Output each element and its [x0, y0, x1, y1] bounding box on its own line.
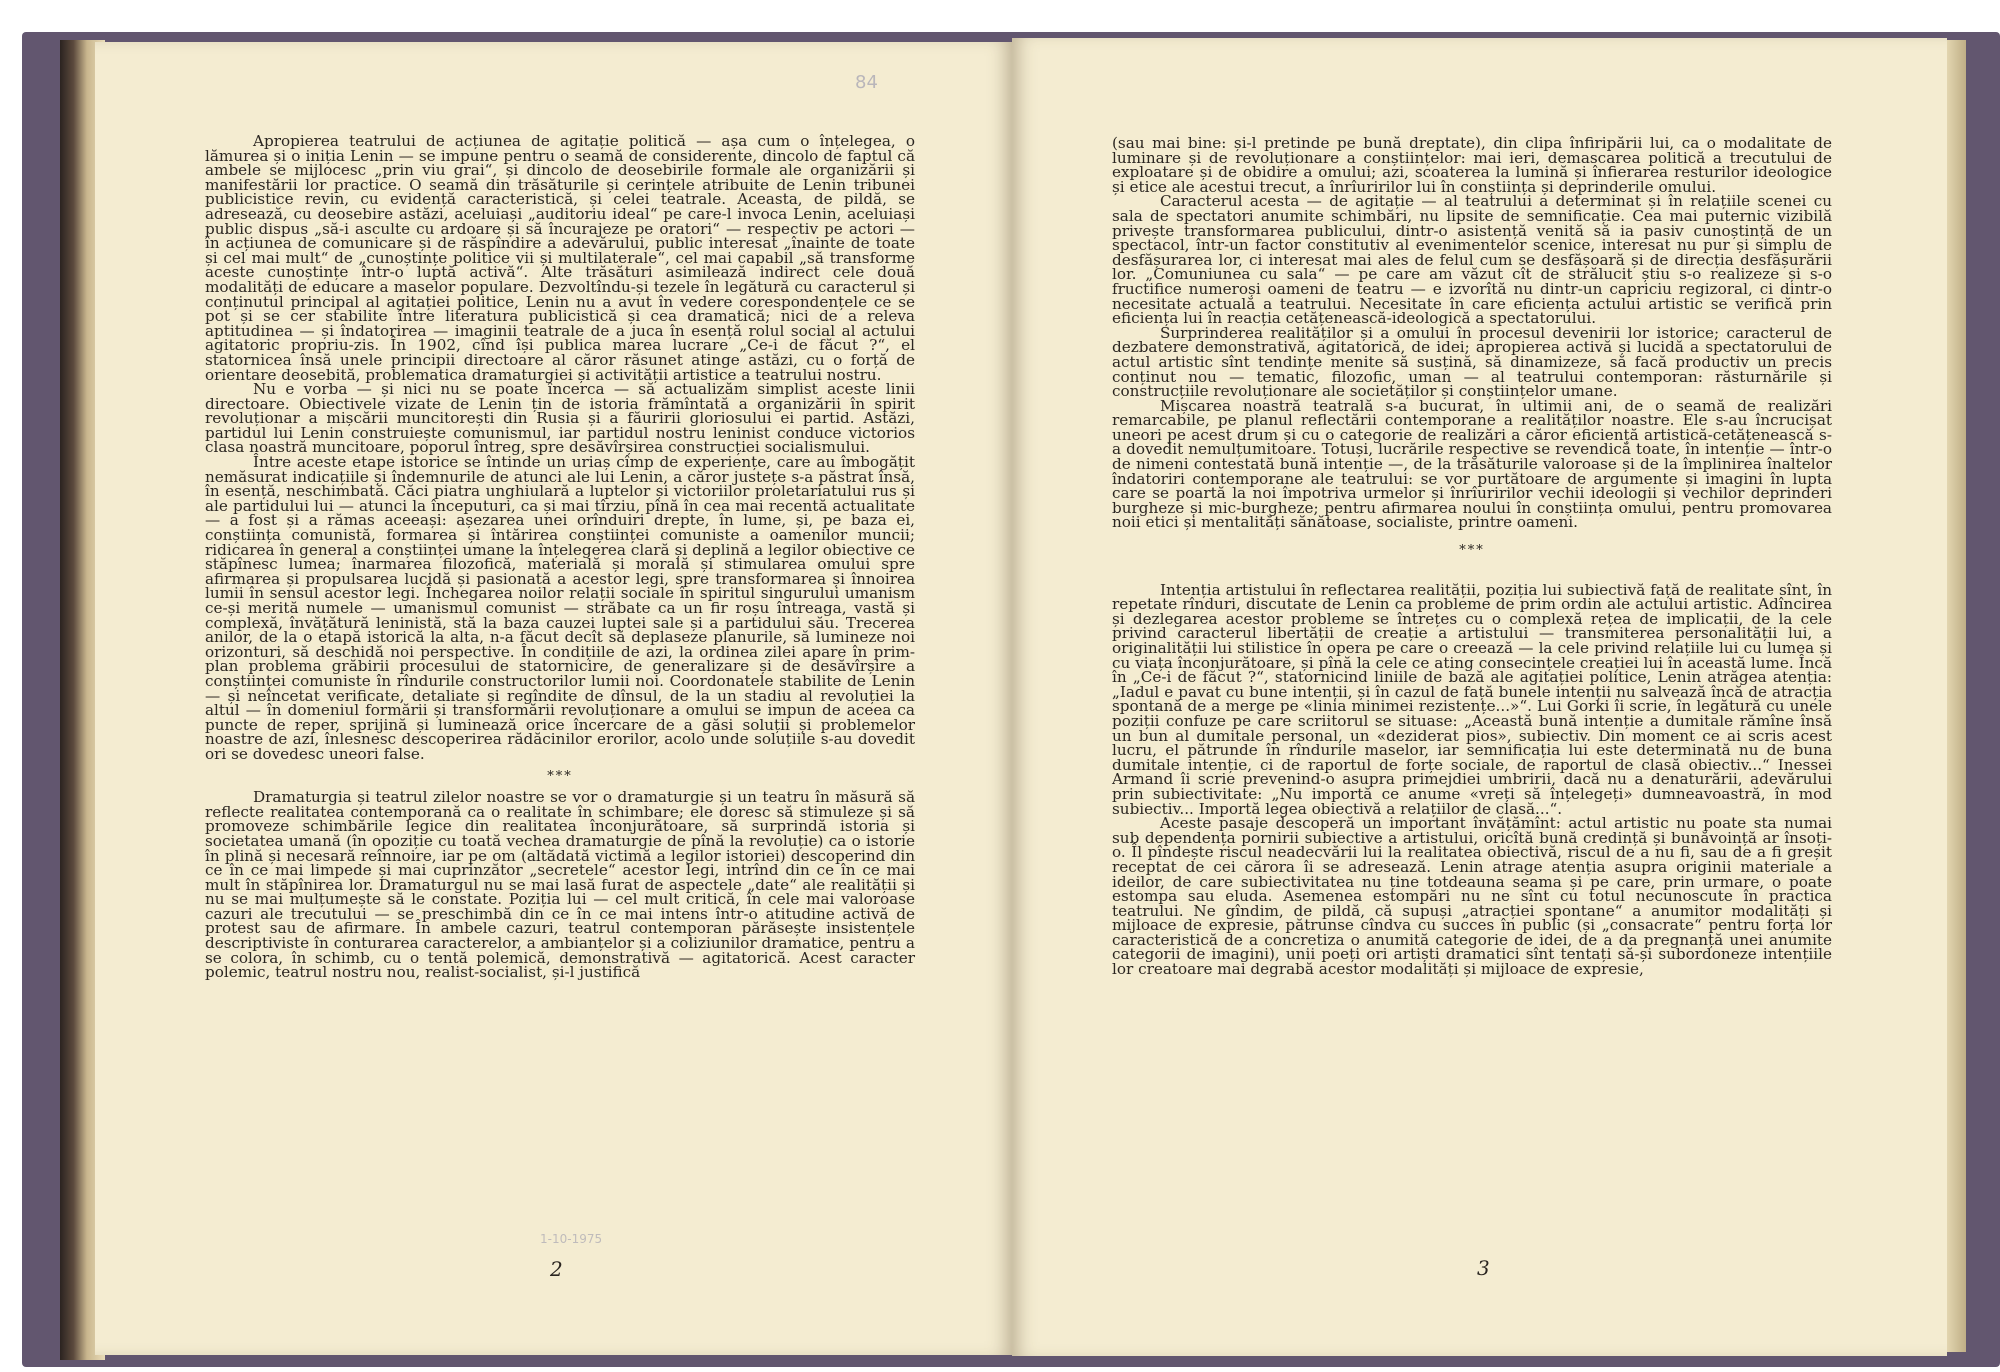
paragraph: Apropierea teatrului de acțiunea de agitație politică — așa cum o înțelegea, o lămurea și o iniția Lenin — se impune pentru o seamă de considerente, dincolo de faptul că ambele se mijlocesc „prin viu grai“, și dincolo de deosebirile formale ale organizării și manifestării lor practice. O seamă din trăsăturile și cerințele atribuite de Lenin tribunei publicistice revin, cu evidență caracteristică, și celei teatrale. Aceasta, de pildă, se adresează, cu deosebire astăzi, aceluiași „auditoriu ideal“ pe care-l invoca Lenin, aceluiași public dispus „să-i asculte cu ardoare și să încurajeze pe oratori“ — respectiv pe actori — în acțiunea de comunicare și de răspîndire a adevărului, public interesat „înainte de toate și cel mai mult“ de „cunoștințe politice vii și multilaterale“, cel mai capabil „să transforme aceste cunoștințe într-o luptă activă“. Alte trăsături asimilează indirect cele două modalități de educare a maselor populare. Dezvoltîndu-și tezele în legătură cu caracterul și conținutul principal al agitației politice, Lenin nu a avut în vedere corespondențele ce se pot și se cer stabilite între literatura publicistică și cea dramatică; nici de a releva aptitudinea — și îndatorirea — imaginii teatrale de a juca în esență rolul social al actului agitatoric propriu-zis. În 1902, cînd își publica marea lucrare „Ce-i de făcut ?“, el statornicea însă unele principii directoare al căror răsunet atinge astăzi, cu o forță de orientare deosebită, problematica dramaturgiei și activității artistice a teatrului nostru.	[205, 132, 915, 384]
right-page	[1012, 38, 1947, 1356]
page-number: 2	[550, 1257, 563, 1281]
section-separator: ***	[1459, 543, 1485, 559]
paragraph: Între aceste etape istorice se întinde un uriaș cîmp de experiențe, care au îmbogățit nemăsurat indicațiile și îndemnurile de atunci ale lui Lenin, a căror justețe s-a păstrat însă, în esență, neschimbată. Căci piatra unghiulară a luptelor și victoriilor proletariatului rus și ale partidului lui — atunci la începuturi, ca și mai tîrziu, pînă în cea mai recentă actualitate — a fost și a rămas aceeași: așezarea unei orînduiri drepte, în lume, și, pe baza ei, conștiința comunistă, formarea și întărirea conștiinței comuniste a oamenilor muncii; ridicarea în general a conștiinței umane la înțelegerea clară și deplină a legilor obiective ce stăpînesc lumea; înarmarea filozofică, materială și morală și stimularea omului spre afirmarea și propulsarea lucidă și pasionată a acestor legi, spre transformarea și înnoirea lumii în sensul acestor legi. Închegarea noilor relații sociale în spiritul singurului umanism ce-și merită numele — umanismul comunist — străbate ca un fir roșu întreaga, vastă și complexă, învățătură leninistă, stă la baza cauzei luptei sale și a partidului său. Trecerea anilor, de la o etapă istorică la alta, n-a făcut decît să deplaseze planurile, să lumineze noi orizonturi, să deschidă noi perspective. În condițiile de azi, la ordinea zilei apare în prim-plan problema grăbirii procesului de statornicire, de generalizare și de desăvîrșire a conștiinței comuniste în rîndurile constructorilor lumii noi. Coordonatele stabilite de Lenin — și neîncetat verificate, detaliate și regîndite de dînsul, de la un stadiu al revoluției la altul — în domeniul formării și transformării revoluționare a omului se impun de aceea ca puncte de reper, sprijină și luminează orice încercare de a găsi soluții și problemelor noastre de azi, înlesnesc descoperirea rădăcinilor erorilor, acolo unde soluțiile s-au dovedit ori se dovedesc uneori false.	[205, 453, 915, 763]
paragraph: Nu e vorba — și nici nu se poate încerca — să actualizăm simplist aceste linii directoare. Obiectivele vizate de Lenin țin de istoria frămîntată a organizării în spirit revoluționar a mișcării muncitorești din Rusia și a făuririi gloriosului ei partid. Astăzi, partidul lui Lenin construiește comunismul, iar partidul nostru leninist conduce victorios clasa noastră muncitoare, poporul întreg, spre desăvîrșirea construcției socialismului.	[205, 380, 915, 457]
page-number: 3	[1477, 1256, 1490, 1280]
page-stack-edge-right	[1946, 40, 1966, 1352]
paragraph: Surprinderea realităților și a omului în procesul devenirii lor istorice; caracterul de dezbatere demonstrativă, agitatorică, de idei; apropierea activă și lucidă a spectatorului de actul artistic sînt tendințe menite să susțină, să dinamizeze, să facă productiv un precis conținut nou — tematic, filozofic, uman — al teatrului contemporan: răsturnările și construcțiile revoluționare ale societăților și conștiințelor umane.	[1112, 323, 1832, 401]
left-page	[95, 42, 1012, 1355]
right-page-text	[1112, 136, 1832, 977]
paragraph: Caracterul acesta — de agitație — al teatrului a determinat și în relațiile scenei cu sala de spectatori anumite schimbări, nu lipsite de semnificație. Cea mai puternic vizibilă privește transformarea publicului, dintr-o asistență venită să ia pasiv cunoștință de un spectacol, într-un factor constitutiv al evenimentelor scenice, interesat nu pur și simplu de desfășurarea lor, ci interesat mai ales de felul cum se desfășoară și de direcția desfășurării lor. „Comuniunea cu sala“ — pe care am văzut cît de strălucit știu s-o realizeze și s-o fructifice numeroși oameni de teatru — e izvorîtă nu dintr-un capriciu regizoral, ci dintr-o necesitate actuală a teatrului. Necesitate în care eficiența actului artistic se verifică prin eficiența lui în reacția cetățenească-ideologică a spectatorului.	[1112, 192, 1832, 328]
section-separator: ***	[547, 768, 573, 784]
paragraph: (sau mai bine: și-l pretinde pe bună dreptate), din clipa înfiripării lui, ca o modalitate de luminare și de revoluționare a conștiințelor: mai ieri, demascarea politică a trecutului de exploatare și de obidire a omului; azi, scoaterea la lumină și înfierarea resturilor ideologice și etice ale acestui trecut, a înrîuririlor lui în conștiința și deprinderile omului.	[1112, 134, 1832, 196]
library-stamp: 1-10-1975	[540, 1232, 603, 1246]
paragraph: Intenția artistului în reflectarea realității, poziția lui subiectivă față de realitate sînt, în repetate rînduri, discutate de Lenin ca probleme de prim ordin ale actului artistic. Adîncirea și dezlegarea acestor probleme se întrețes cu o complexă rețea de implicații, de la cele privind caracterul libertății de creație a artistului — transmiterea personalității lui, a originalității lui stilistice în opera pe care o creează — la cele privind relațiile lui cu lumea și cu viața înconjurătoare, și pînă la cele ce ating consecințele creației lui în această lume. Încă în „Ce-i de făcut ?“, statornicind liniile de bază ale agitației politice, Lenin atrăgea atenția: „Iadul e pavat cu bune intenții, și în cazul de față bunele intenții nu salvează încă de atracția spontană de a merge pe «linia minimei rezistențe...»“. Lui Gorki îi scrie, în legătură cu unele poziții confuze pe care scriitorul se situase: „Această bună intenție a dumitale rămîne însă un bun al dumitale personal, un «deziderat pios», subiectiv. Din moment ce ai scris acest lucru, el pătrunde în rîndurile maselor, iar semnificația lui este determinată nu de buna dumitale intenție, ci de raportul de forțe sociale, de raportul de clasă obiectiv...“ Inessei Armand îi scrie prevenind-o asupra primejdiei umbririi, dacă nu a denaturării, adevărului prin subiectivitate: „Nu importă ce anume «vreți să înțelegeți» dumneavoastră, în mod subiectiv... Importă legea obiectivă a relațiilor de clasă...“.	[1112, 580, 1832, 818]
paragraph: Aceste pasaje descoperă un important învățămînt: actul artistic nu poate sta numai sub dependența pornirii subiective a artistului, oricîtă bună credință și bunăvoință ar însoți-o. Îl pîndește riscul neadecvării lui la realitatea obiectivă, riscul de a nu fi, sau de a fi greșit receptat de cei cărora îi se adresează. Lenin atrage atenția asupra originii materiale a ideilor, de care subiectivitatea nu ține totdeauna seama și pe care, prin urmare, o poate estompa sau eluda. Asemenea estompări nu ne sînt cu totul necunoscute în practica teatrului. Ne gîndim, de pildă, că supuși „atracției spontane“ a anumitor modalități și mijloace de expresie, pătrunse cîndva cu succes în public (și „consacrate“ pentru forța lor caracteristică de a concretiza o anumită categorie de idei, de a da pregnanță unei anumite categorii de imagini), unii poeți ori artiști dramatici sînt tentați să-și subordoneze intențiile lor creatoare mai degrabă acestor modalități și mijloace de expresie,	[1112, 814, 1832, 979]
left-page-text	[205, 134, 915, 980]
paragraph: Mișcarea noastră teatrală s-a bucurat, în ultimii ani, de o seamă de realizări remarcabile, pe planul reflectării contemporane a realităților noastre. Ele s-au încrucișat uneori pe acest drum și cu o categorie de realizări a căror eficiență artistică-cetățenească s-a dovedit nemulțumitoare. Totuși, lucrările respective se revendică toate, în intenție — într-o de nimeni contestată bună intenție —, de la trăsăturile valoroase și de la împlinirea înaltelor îndatoriri contemporane ale teatrului: se vor purtătoare de argumente și imagini în lupta care se poartă la noi împotriva urmelor și înrîuririlor vechii ideologii și vechilor deprinderi burgheze și mic-burgheze; pentru afirmarea noului în conștiința omului, pentru promovarea noii etici și mentalități sănătoase, socialiste, printre oameni.	[1112, 396, 1832, 532]
pencil-annotation: 84	[855, 72, 878, 93]
paragraph: Dramaturgia și teatrul zilelor noastre se vor o dramaturgie și un teatru în măsură să reflecte realitatea contemporană ca o realitate în schimbare; ele doresc să stimuleze și să promoveze schimbările legice din realitatea înconjurătoare, să surprindă istoria și societatea umană (în opoziție cu toată vechea dramaturgie de pînă la revoluție) ca o istorie în plină și necesară reînnoire, iar pe om (altădată victimă a legilor istoriei) descoperind din ce în ce mai limpede și mai cuprinzător „secretele“ acestor legi, intrînd din ce în ce mai mult în stăpînirea lor. Dramaturgul nu se mai lasă furat de aspectele „date“ ale realității și nu se mai mulțumește să le constate. Poziția lui — cel mult critică, în cele mai valoroase cazuri ale trecutului — se preschimbă din ce în ce mai intens într-o atitudine activă de protest sau de afirmare. În ambele cazuri, teatrul contemporan părăsește insistențele descriptiviste în conturarea caracterelor, a ambianțelor și a coliziunilor dramatice, pentru a se colora, în schimb, cu o tentă polemică, demonstrativă — agitatorică. Acest caracter polemic, teatrul nostru nou, realist-socialist, și-l justifică	[205, 788, 915, 982]
